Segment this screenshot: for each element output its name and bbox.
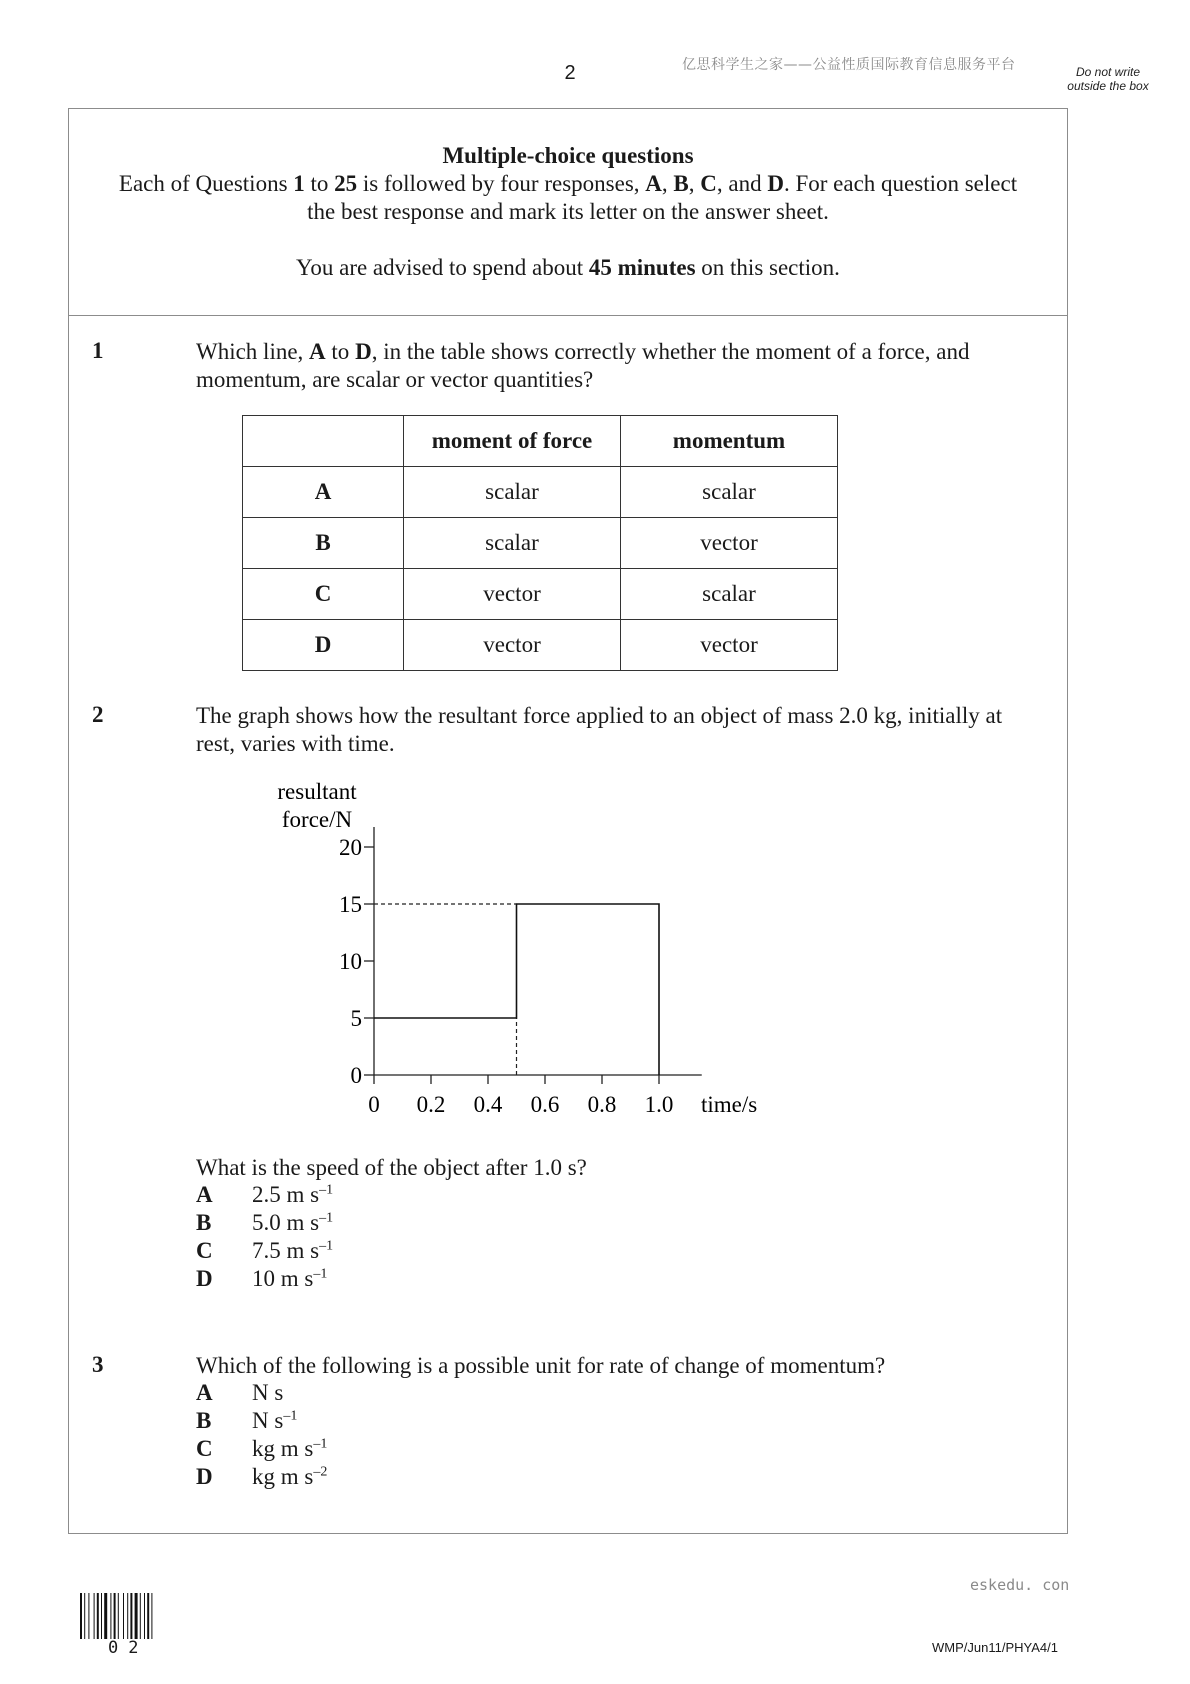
barcode-number: 02 — [108, 1638, 149, 1658]
question-1-text: Which line, A to D, in the table shows correctly whether the moment of a force, and momentum, are scalar or vector quantities? — [196, 339, 970, 392]
margin-note: Do not write outside the box — [1067, 65, 1149, 93]
table-header-cell — [243, 416, 404, 467]
table-row — [243, 467, 838, 518]
footer-site-text: eskedu. con — [970, 1576, 1070, 1594]
table-cell: scalar — [621, 467, 838, 518]
question-3-option-letter: C — [196, 1436, 213, 1461]
question-2-text: The graph shows how the resultant force applied to an object of mass 2.0 kg, initially at rest, varies with time. — [196, 703, 1003, 756]
x-tick-label: 0.6 — [530, 1092, 560, 1117]
question-3-text: Which of the following is a possible unit for rate of change of momentum? — [196, 1353, 886, 1378]
table-cell: vector — [404, 569, 621, 620]
question-3-option-letter: A — [196, 1380, 213, 1405]
section-title: Multiple-choice questions — [442, 143, 694, 168]
row-label: D — [243, 620, 404, 671]
y-axis-label: resultant — [277, 779, 357, 804]
row-label: B — [243, 518, 404, 569]
section-instructions: Each of Questions 1 to 25 is followed by four responses, A, B, C, and D. For each question select the best response and mark its letter on the answer sheet. — [118, 171, 1018, 224]
question-2-option-value: 7.5 m $s^{-1}$ — [252, 1238, 334, 1263]
question-2-option-letter: C — [196, 1238, 213, 1263]
x-tick-label: 1.0 — [644, 1092, 674, 1117]
table-header-cell: moment of force — [404, 416, 621, 467]
y-tick-label: 5 — [350, 1006, 362, 1031]
table-header-row — [243, 416, 838, 467]
question-2-number: 2 — [92, 702, 104, 727]
x-tick-label: 0 — [368, 1092, 380, 1117]
time-advice: You are advised to spend about 45 minutes on this section. — [296, 255, 840, 280]
question-3-option-value: N $s^{-1}$ — [252, 1408, 298, 1433]
force-series-line — [374, 904, 659, 1075]
y-tick-label: 20 — [339, 835, 362, 860]
question-2-option-value: 10 m $s^{-1}$ — [252, 1266, 328, 1291]
row-label: A — [243, 467, 404, 518]
x-axis-label: time/s — [701, 1092, 758, 1117]
table-cell: vector — [404, 620, 621, 671]
force-time-graph — [240, 770, 800, 1130]
barcode-image — [80, 1593, 176, 1639]
question-2-prompt: What is the speed of the object after 1.0 s? — [196, 1155, 587, 1180]
y-tick-label: 0 — [350, 1063, 362, 1088]
table-cell: scalar — [621, 569, 838, 620]
y-axis-label: force/N — [281, 807, 353, 832]
table-header-cell: momentum — [621, 416, 838, 467]
table-cell: scalar — [404, 518, 621, 569]
question-2-option-value: 2.5 m $s^{-1}$ — [252, 1182, 334, 1207]
question-3-option-letter: D — [196, 1464, 213, 1489]
question-3-number: 3 — [92, 1352, 104, 1377]
question-2-option-letter: A — [196, 1182, 213, 1207]
row-label: C — [243, 569, 404, 620]
y-tick-label: 10 — [339, 949, 362, 974]
x-tick-label: 0.2 — [416, 1092, 446, 1117]
section-divider — [68, 315, 1068, 316]
y-tick-label: 15 — [339, 892, 362, 917]
table-cell: vector — [621, 518, 838, 569]
question-2-option-letter: D — [196, 1266, 213, 1291]
x-tick-label: 0.4 — [473, 1092, 503, 1117]
question-3-option-value: kg m $s^{-1}$ — [252, 1436, 328, 1461]
question-1-number: 1 — [92, 338, 104, 363]
table-cell: scalar — [404, 467, 621, 518]
question-2-option-value: 5.0 m $s^{-1}$ — [252, 1210, 334, 1235]
watermark-text: 亿思科学生之家——公益性质国际教育信息服务平台 — [682, 57, 1016, 73]
page-number: 2 — [564, 62, 576, 84]
question-2-option-letter: B — [196, 1210, 212, 1235]
table-row — [243, 569, 838, 620]
question-3-option-letter: B — [196, 1408, 212, 1433]
question-3-option-value: N s — [252, 1380, 284, 1405]
table-cell: vector — [621, 620, 838, 671]
table-row — [243, 518, 838, 569]
x-tick-label: 0.8 — [587, 1092, 617, 1117]
paper-code: WMP/Jun11/PHYA4/1 — [932, 1640, 1058, 1655]
question-1-table — [242, 415, 838, 671]
table-row — [243, 620, 838, 671]
question-3-option-value: kg m $s^{-2}$ — [252, 1464, 328, 1489]
